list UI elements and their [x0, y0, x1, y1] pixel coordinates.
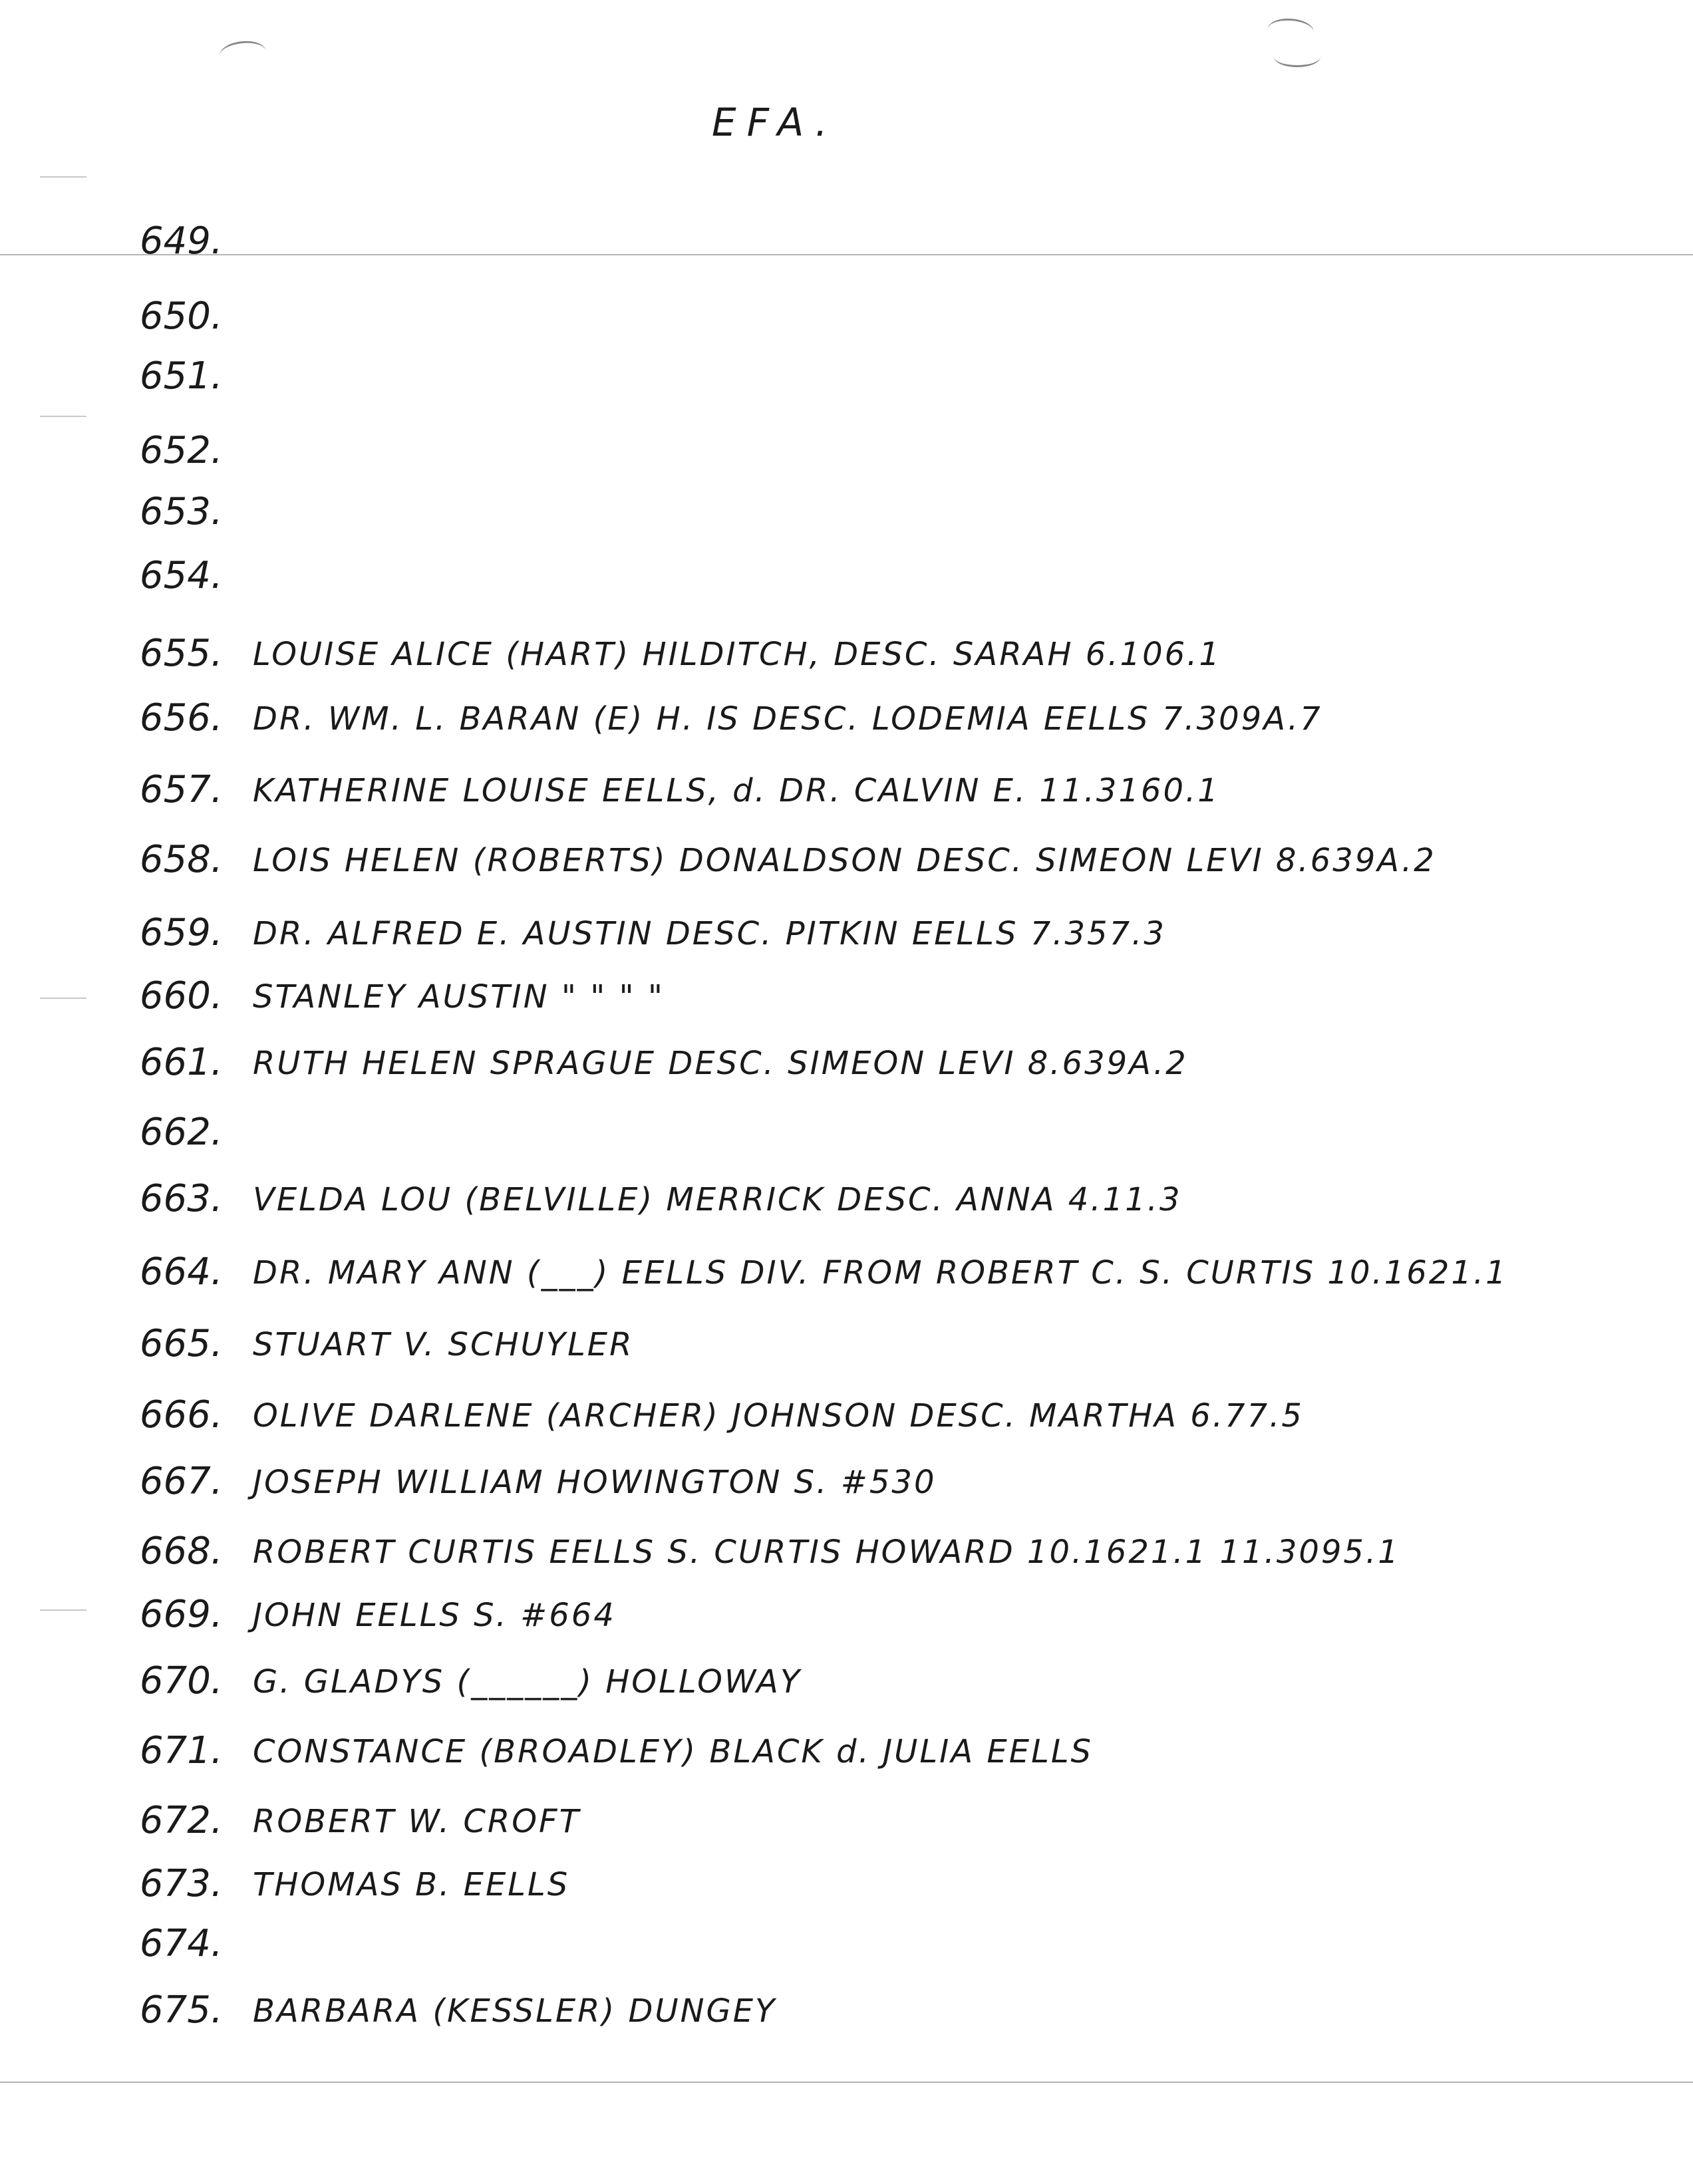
entry-number: 649.: [140, 219, 223, 263]
entry-number: 650.: [140, 295, 223, 338]
list-item: [140, 1593, 1636, 1649]
entry-number: 654.: [140, 554, 223, 597]
entry-number: 670.: [140, 1659, 223, 1703]
list-item: [140, 295, 1636, 350]
list-item: [140, 1177, 1636, 1233]
entry-number: 663.: [140, 1177, 223, 1220]
list-item: [140, 1041, 1636, 1097]
list-item: [140, 1799, 1636, 1855]
punch-hole-mark: [1274, 47, 1320, 67]
list-item: [140, 1250, 1636, 1306]
margin-mark: [40, 176, 86, 178]
entry-text: OLIVE DARLENE (ARCHER) JOHNSON DESC. MARTHA 6.77.5: [253, 1397, 1304, 1434]
entry-number: 658.: [140, 838, 223, 881]
entry-text: DR. MARY ANN (___) EELLS DIV. FROM ROBERT C. S. CURTIS 10.1621.1: [253, 1254, 1508, 1292]
list-item: [140, 554, 1636, 610]
punch-hole-mark: [218, 39, 267, 68]
entry-number: 674.: [140, 1922, 223, 1965]
ruled-line: [0, 2082, 1693, 2083]
entry-number: 657.: [140, 768, 223, 811]
entry-number: 668.: [140, 1530, 223, 1573]
entry-number: 671.: [140, 1729, 223, 1772]
entry-number: 652.: [140, 429, 223, 472]
list-item: [140, 354, 1636, 410]
list-item: [140, 1862, 1636, 1918]
entry-text: LOUISE ALICE (HART) HILDITCH, DESC. SARAH 6.106.1: [253, 636, 1221, 673]
entry-number: 666.: [140, 1393, 223, 1436]
list-item: [140, 1530, 1636, 1585]
entry-number: 667.: [140, 1460, 223, 1503]
margin-mark: [40, 1609, 86, 1611]
entry-text: DR. WM. L. BARAN (E) H. IS DESC. LODEMIA EELLS 7.309A.7: [253, 700, 1322, 738]
entry-text: JOSEPH WILLIAM HOWINGTON S. #530: [253, 1464, 937, 1501]
list-item: [140, 219, 1636, 275]
entry-number: 660.: [140, 974, 223, 1018]
entry-number: 661.: [140, 1041, 223, 1084]
list-item: [140, 1111, 1636, 1166]
list-item: [140, 974, 1636, 1030]
page-title: EFA.: [712, 100, 838, 145]
entry-text: KATHERINE LOUISE EELLS, d. DR. CALVIN E. 11.3160.1: [253, 772, 1220, 809]
list-item: [140, 1322, 1636, 1378]
entry-text: THOMAS B. EELLS: [253, 1866, 570, 1903]
list-item: [140, 1393, 1636, 1449]
list-item: [140, 911, 1636, 967]
entry-number: 655.: [140, 632, 223, 675]
entry-number: 665.: [140, 1322, 223, 1365]
list-item: [140, 1659, 1636, 1715]
list-item: [140, 1729, 1636, 1785]
entry-text: CONSTANCE (BROADLEY) BLACK d. JULIA EELLS: [253, 1733, 1094, 1770]
entry-number: 669.: [140, 1593, 223, 1636]
entry-text: ROBERT W. CROFT: [253, 1803, 581, 1840]
list-item: [140, 1460, 1636, 1516]
entry-number: 673.: [140, 1862, 223, 1905]
entry-number: 664.: [140, 1250, 223, 1294]
entry-number: 653.: [140, 490, 223, 533]
list-item: [140, 696, 1636, 752]
entry-text: STANLEY AUSTIN " " " ": [253, 978, 665, 1016]
entry-text: DR. ALFRED E. AUSTIN DESC. PITKIN EELLS 7.357.3: [253, 915, 1166, 952]
entry-number: 662.: [140, 1111, 223, 1154]
list-item: [140, 1988, 1636, 2044]
entry-number: 672.: [140, 1799, 223, 1842]
entry-text: G. GLADYS (______) HOLLOWAY: [253, 1663, 802, 1701]
entry-text: STUART V. SCHUYLER: [253, 1326, 634, 1363]
entry-text: LOIS HELEN (ROBERTS) DONALDSON DESC. SIMEON LEVI 8.639A.2: [253, 842, 1436, 879]
entry-text: RUTH HELEN SPRAGUE DESC. SIMEON LEVI 8.639A.2: [253, 1045, 1188, 1082]
list-item: [140, 429, 1636, 485]
list-item: [140, 490, 1636, 546]
entry-number: 675.: [140, 1988, 223, 2032]
entry-number: 651.: [140, 354, 223, 398]
entry-text: JOHN EELLS S. #664: [253, 1597, 616, 1634]
list-item: [140, 1922, 1636, 1978]
margin-mark: [40, 998, 86, 999]
margin-mark: [40, 416, 86, 417]
entry-text: ROBERT CURTIS EELLS S. CURTIS HOWARD 10.1621.1 11.3095.1: [253, 1534, 1400, 1571]
entry-number: 659.: [140, 911, 223, 954]
punch-hole-mark: [1267, 17, 1314, 45]
entry-number: 656.: [140, 696, 223, 740]
list-item: [140, 768, 1636, 824]
entry-text: BARBARA (KESSLER) DUNGEY: [253, 1992, 777, 2030]
entry-text: VELDA LOU (BELVILLE) MERRICK DESC. ANNA 4.11.3: [253, 1181, 1182, 1218]
list-item: [140, 632, 1636, 688]
list-item: [140, 838, 1636, 894]
